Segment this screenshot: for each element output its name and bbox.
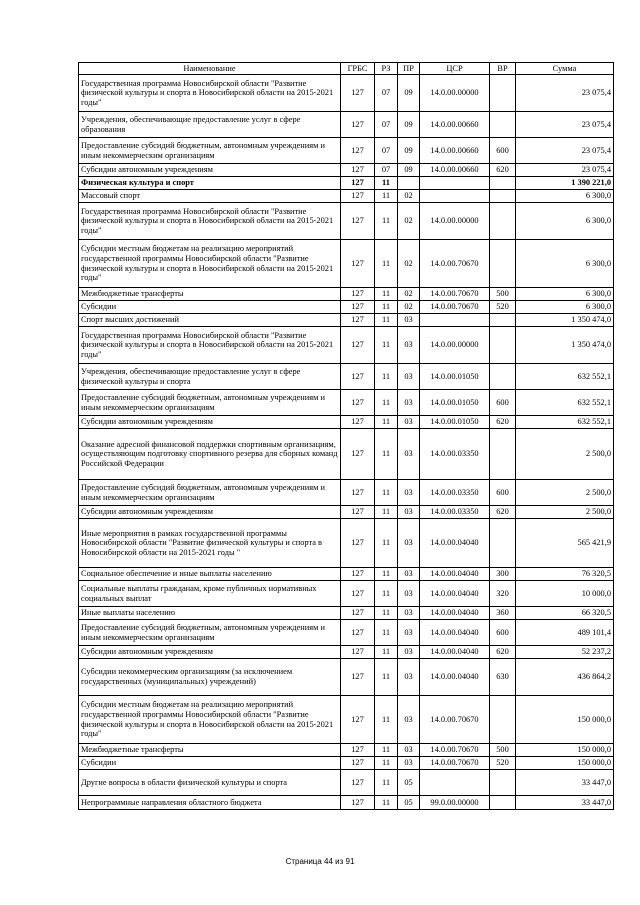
cell-csr (420, 177, 490, 190)
cell-grbs: 127 (341, 240, 375, 288)
cell-name: Физическая культура и спорт (79, 177, 341, 190)
cell-vr (490, 796, 516, 810)
cell-name: Предоставление субсидий бюджетным, автономным учреждениям и иным некоммерческим организациям (79, 620, 341, 646)
cell-sum: 150 000,0 (516, 744, 614, 757)
cell-csr: 14.0.00.00000 (420, 75, 490, 112)
table-header-row (79, 63, 614, 75)
cell-name: Субсидии автономным учреждениям (79, 164, 341, 177)
cell-csr: 14.0.00.70670 (420, 301, 490, 314)
cell-vr: 600 (490, 480, 516, 506)
cell-csr: 14.0.00.03350 (420, 429, 490, 480)
cell-rz: 11 (375, 480, 398, 506)
cell-vr: 520 (490, 757, 516, 770)
cell-vr: 620 (490, 164, 516, 177)
table-row (79, 112, 614, 138)
cell-grbs: 127 (341, 480, 375, 506)
cell-rz: 11 (375, 240, 398, 288)
table-row (79, 796, 614, 810)
cell-pr: 09 (398, 138, 420, 164)
cell-pr: 02 (398, 301, 420, 314)
budget-table (78, 62, 614, 810)
cell-sum: 66 320,5 (516, 607, 614, 620)
cell-rz: 11 (375, 659, 398, 696)
cell-vr (490, 364, 516, 390)
cell-pr: 03 (398, 519, 420, 568)
cell-name: Оказание адресной финансовой поддержки спортивным организациям, осуществляющим подготовку спортивного резерва для сборных команд Российской Федерации (79, 429, 341, 480)
cell-pr: 03 (398, 480, 420, 506)
table-row (79, 744, 614, 757)
cell-sum: 52 237,2 (516, 646, 614, 659)
table-row (79, 327, 614, 364)
cell-rz: 11 (375, 429, 398, 480)
cell-rz: 11 (375, 301, 398, 314)
cell-csr: 14.0.00.04040 (420, 646, 490, 659)
cell-pr: 03 (398, 620, 420, 646)
cell-vr: 620 (490, 416, 516, 429)
table-row (79, 390, 614, 416)
cell-pr: 03 (398, 314, 420, 327)
cell-pr: 03 (398, 744, 420, 757)
cell-pr: 02 (398, 288, 420, 301)
cell-csr: 14.0.00.04040 (420, 581, 490, 607)
cell-grbs: 127 (341, 112, 375, 138)
header-grbs: ГРБС (341, 63, 375, 75)
cell-name: Субсидии некоммерческим организациям (за исключением государственных (муниципальных) учреждений) (79, 659, 341, 696)
table-row (79, 138, 614, 164)
cell-vr: 360 (490, 607, 516, 620)
table-row (79, 314, 614, 327)
cell-grbs: 127 (341, 416, 375, 429)
cell-grbs: 127 (341, 190, 375, 203)
cell-sum: 2 500,0 (516, 429, 614, 480)
table-row (79, 190, 614, 203)
cell-vr: 500 (490, 288, 516, 301)
cell-grbs: 127 (341, 607, 375, 620)
cell-vr: 600 (490, 138, 516, 164)
cell-grbs: 127 (341, 364, 375, 390)
cell-rz: 11 (375, 796, 398, 810)
cell-rz: 11 (375, 506, 398, 519)
table-row (79, 757, 614, 770)
cell-csr: 14.0.00.00660 (420, 164, 490, 177)
cell-sum: 1 390 221,0 (516, 177, 614, 190)
cell-name: Другие вопросы в области физической культуры и спорта (79, 770, 341, 796)
cell-csr: 14.0.00.04040 (420, 519, 490, 568)
cell-pr: 09 (398, 164, 420, 177)
cell-csr: 14.0.00.04040 (420, 568, 490, 581)
cell-csr: 14.0.00.00660 (420, 138, 490, 164)
table-row (79, 770, 614, 796)
table-row (79, 506, 614, 519)
cell-pr: 03 (398, 416, 420, 429)
cell-vr: 600 (490, 390, 516, 416)
cell-sum: 632 552,1 (516, 390, 614, 416)
cell-csr: 14.0.00.70670 (420, 696, 490, 744)
cell-sum: 6 300,0 (516, 240, 614, 288)
table-row (79, 659, 614, 696)
cell-csr: 14.0.00.70670 (420, 744, 490, 757)
cell-vr (490, 519, 516, 568)
cell-name: Непрограммные направления областного бюджета (79, 796, 341, 810)
cell-vr (490, 327, 516, 364)
cell-grbs: 127 (341, 581, 375, 607)
cell-rz: 11 (375, 696, 398, 744)
table-row (79, 75, 614, 112)
cell-csr: 14.0.00.01050 (420, 416, 490, 429)
table-row (79, 480, 614, 506)
cell-pr (398, 177, 420, 190)
cell-rz: 11 (375, 568, 398, 581)
cell-grbs: 127 (341, 164, 375, 177)
header-csr: ЦСР (420, 63, 490, 75)
header-vr: ВР (490, 63, 516, 75)
cell-rz: 07 (375, 75, 398, 112)
cell-pr: 03 (398, 696, 420, 744)
cell-grbs: 127 (341, 506, 375, 519)
cell-rz: 07 (375, 112, 398, 138)
cell-sum: 33 447,0 (516, 770, 614, 796)
cell-grbs: 127 (341, 177, 375, 190)
cell-name: Социальное обеспечение и иные выплаты населению (79, 568, 341, 581)
table-row (79, 288, 614, 301)
cell-pr: 02 (398, 203, 420, 240)
cell-rz: 11 (375, 416, 398, 429)
cell-rz: 11 (375, 327, 398, 364)
cell-sum: 150 000,0 (516, 757, 614, 770)
cell-name: Иные мероприятия в рамках государственной программы Новосибирской области "Развитие физической культуры и спорта в Новосибирской области на 2015-2021 годы " (79, 519, 341, 568)
table-row (79, 607, 614, 620)
cell-name: Государственная программа Новосибирской области "Развитие физической культуры и спорта в Новосибирской области на 2015-2021 годы" (79, 327, 341, 364)
cell-vr: 520 (490, 301, 516, 314)
table-row (79, 581, 614, 607)
cell-pr: 03 (398, 327, 420, 364)
cell-name: Предоставление субсидий бюджетным, автономным учреждениям и иным некоммерческим организациям (79, 390, 341, 416)
cell-vr: 320 (490, 581, 516, 607)
cell-pr: 02 (398, 240, 420, 288)
cell-csr (420, 770, 490, 796)
cell-vr: 630 (490, 659, 516, 696)
cell-rz: 11 (375, 519, 398, 568)
cell-csr: 14.0.00.03350 (420, 480, 490, 506)
cell-name: Межбюджетные трансферты (79, 744, 341, 757)
cell-vr: 300 (490, 568, 516, 581)
cell-name: Спорт высших достижений (79, 314, 341, 327)
header-name: Наименование (79, 63, 341, 75)
table-row (79, 429, 614, 480)
cell-rz: 11 (375, 744, 398, 757)
cell-name: Субсидии (79, 757, 341, 770)
cell-grbs: 127 (341, 288, 375, 301)
cell-rz: 11 (375, 646, 398, 659)
cell-sum: 2 500,0 (516, 506, 614, 519)
table-row (79, 177, 614, 190)
cell-name: Социальные выплаты гражданам, кроме публичных нормативных социальных выплат (79, 581, 341, 607)
cell-rz: 11 (375, 390, 398, 416)
cell-csr: 99.0.00.00000 (420, 796, 490, 810)
table-row (79, 416, 614, 429)
cell-name: Учреждения, обеспечивающие предоставление услуг в сфере образования (79, 112, 341, 138)
cell-csr: 14.0.00.01050 (420, 390, 490, 416)
cell-pr: 03 (398, 757, 420, 770)
cell-pr: 03 (398, 506, 420, 519)
cell-csr: 14.0.00.01050 (420, 364, 490, 390)
cell-sum: 10 000,0 (516, 581, 614, 607)
cell-csr: 14.0.00.04040 (420, 659, 490, 696)
cell-vr: 500 (490, 744, 516, 757)
cell-grbs: 127 (341, 568, 375, 581)
cell-sum: 150 000,0 (516, 696, 614, 744)
cell-rz: 11 (375, 581, 398, 607)
cell-rz: 11 (375, 314, 398, 327)
cell-sum: 6 300,0 (516, 203, 614, 240)
cell-grbs: 127 (341, 620, 375, 646)
cell-name: Субсидии местным бюджетам на реализацию мероприятий государственной программы Новосибирской области "Развитие физической культуры и спорта в Новосибирской области на 2015-2021 годы" (79, 696, 341, 744)
cell-name: Субсидии автономным учреждениям (79, 506, 341, 519)
cell-rz: 11 (375, 177, 398, 190)
cell-rz: 11 (375, 770, 398, 796)
cell-sum: 23 075,4 (516, 138, 614, 164)
cell-csr (420, 314, 490, 327)
cell-sum: 23 075,4 (516, 75, 614, 112)
cell-sum: 33 447,0 (516, 796, 614, 810)
cell-pr: 03 (398, 659, 420, 696)
cell-pr: 03 (398, 607, 420, 620)
cell-name: Субсидии автономным учреждениям (79, 416, 341, 429)
table-row (79, 364, 614, 390)
cell-grbs: 127 (341, 770, 375, 796)
cell-name: Учреждения, обеспечивающие предоставление услуг в сфере физической культуры и спорта (79, 364, 341, 390)
table-row (79, 203, 614, 240)
cell-pr: 05 (398, 770, 420, 796)
cell-sum: 489 101,4 (516, 620, 614, 646)
cell-csr: 14.0.00.70670 (420, 288, 490, 301)
cell-pr: 09 (398, 75, 420, 112)
cell-pr: 02 (398, 190, 420, 203)
cell-grbs: 127 (341, 744, 375, 757)
cell-csr: 14.0.00.04040 (420, 607, 490, 620)
cell-grbs: 127 (341, 757, 375, 770)
cell-grbs: 127 (341, 429, 375, 480)
cell-sum: 436 864,2 (516, 659, 614, 696)
cell-name: Субсидии местным бюджетам на реализацию мероприятий государственной программы Новосибирской области "Развитие физической культуры и спорта в Новосибирской области на 2015-2021 годы" (79, 240, 341, 288)
cell-sum: 6 300,0 (516, 288, 614, 301)
cell-vr (490, 770, 516, 796)
cell-vr (490, 240, 516, 288)
cell-sum: 1 350 474,0 (516, 314, 614, 327)
cell-sum: 1 350 474,0 (516, 327, 614, 364)
cell-sum: 632 552,1 (516, 416, 614, 429)
cell-rz: 11 (375, 757, 398, 770)
cell-csr: 14.0.00.03350 (420, 506, 490, 519)
cell-pr: 03 (398, 646, 420, 659)
table-row (79, 620, 614, 646)
cell-vr (490, 112, 516, 138)
cell-name: Субсидии автономным учреждениям (79, 646, 341, 659)
header-pr: ПР (398, 63, 420, 75)
cell-csr (420, 190, 490, 203)
cell-name: Государственная программа Новосибирской области "Развитие физической культуры и спорта в Новосибирской области на 2015-2021 годы" (79, 75, 341, 112)
cell-grbs: 127 (341, 138, 375, 164)
cell-csr: 14.0.00.70670 (420, 757, 490, 770)
table-row (79, 568, 614, 581)
cell-name: Государственная программа Новосибирской области "Развитие физической культуры и спорта в Новосибирской области на 2015-2021 годы" (79, 203, 341, 240)
cell-sum: 76 320,5 (516, 568, 614, 581)
cell-vr (490, 190, 516, 203)
cell-csr: 14.0.00.00000 (420, 327, 490, 364)
cell-grbs: 127 (341, 796, 375, 810)
table-row (79, 164, 614, 177)
cell-grbs: 127 (341, 203, 375, 240)
cell-rz: 11 (375, 620, 398, 646)
cell-sum: 23 075,4 (516, 112, 614, 138)
table-row (79, 301, 614, 314)
cell-rz: 11 (375, 607, 398, 620)
cell-pr: 05 (398, 796, 420, 810)
cell-vr: 620 (490, 506, 516, 519)
cell-csr: 14.0.00.70670 (420, 240, 490, 288)
cell-grbs: 127 (341, 75, 375, 112)
cell-sum: 6 300,0 (516, 190, 614, 203)
cell-rz: 11 (375, 190, 398, 203)
cell-rz: 11 (375, 364, 398, 390)
cell-pr: 03 (398, 364, 420, 390)
table-row (79, 240, 614, 288)
cell-grbs: 127 (341, 696, 375, 744)
cell-vr (490, 314, 516, 327)
cell-grbs: 127 (341, 659, 375, 696)
cell-pr: 03 (398, 390, 420, 416)
cell-sum: 6 300,0 (516, 301, 614, 314)
cell-csr: 14.0.00.00000 (420, 203, 490, 240)
table-row (79, 646, 614, 659)
cell-pr: 03 (398, 429, 420, 480)
cell-pr: 09 (398, 112, 420, 138)
cell-vr (490, 177, 516, 190)
header-rz: РЗ (375, 63, 398, 75)
cell-grbs: 127 (341, 646, 375, 659)
cell-name: Предоставление субсидий бюджетным, автономным учреждениям и иным некоммерческим организациям (79, 138, 341, 164)
cell-pr: 03 (398, 581, 420, 607)
cell-sum: 632 552,1 (516, 364, 614, 390)
cell-name: Предоставление субсидий бюджетным, автономным учреждениям и иным некоммерческим организациям (79, 480, 341, 506)
cell-pr: 03 (398, 568, 420, 581)
cell-rz: 11 (375, 288, 398, 301)
cell-csr: 14.0.00.00660 (420, 112, 490, 138)
cell-grbs: 127 (341, 301, 375, 314)
table-row (79, 519, 614, 568)
cell-name: Массовый спорт (79, 190, 341, 203)
cell-name: Иные выплаты населению (79, 607, 341, 620)
cell-vr (490, 75, 516, 112)
cell-sum: 23 075,4 (516, 164, 614, 177)
cell-sum: 565 421,9 (516, 519, 614, 568)
cell-grbs: 127 (341, 314, 375, 327)
cell-rz: 07 (375, 164, 398, 177)
cell-sum: 2 500,0 (516, 480, 614, 506)
table-body (79, 75, 614, 810)
cell-name: Субсидии (79, 301, 341, 314)
cell-vr (490, 696, 516, 744)
cell-grbs: 127 (341, 327, 375, 364)
header-sum: Сумма (516, 63, 614, 75)
cell-name: Межбюджетные трансферты (79, 288, 341, 301)
cell-grbs: 127 (341, 519, 375, 568)
page-footer: Страница 44 из 91 (285, 857, 355, 866)
cell-grbs: 127 (341, 390, 375, 416)
cell-rz: 11 (375, 203, 398, 240)
cell-vr (490, 429, 516, 480)
cell-rz: 07 (375, 138, 398, 164)
cell-csr: 14.0.00.04040 (420, 620, 490, 646)
cell-vr (490, 203, 516, 240)
cell-vr: 600 (490, 620, 516, 646)
table-row (79, 696, 614, 744)
cell-vr: 620 (490, 646, 516, 659)
